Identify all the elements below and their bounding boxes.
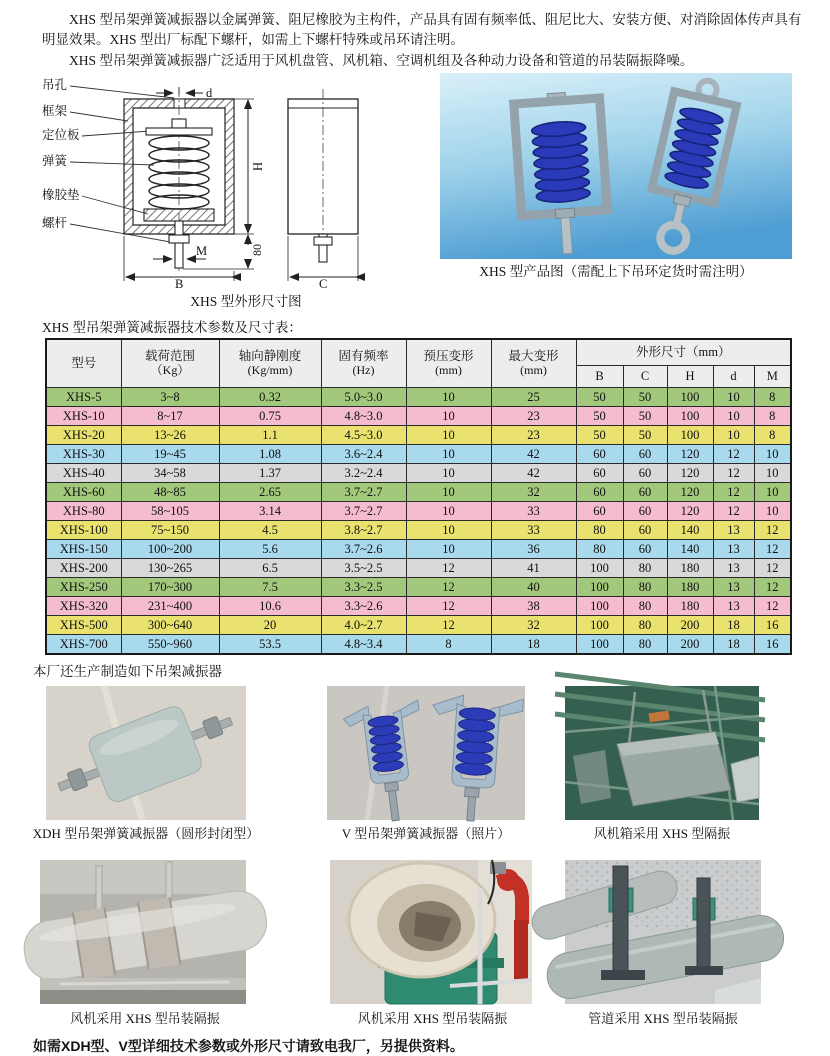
table-cell-precompression: 12	[406, 596, 491, 615]
table-cell-stiffness: 1.08	[219, 444, 321, 463]
table-cell-load: 130~265	[121, 558, 219, 577]
header-frequency	[321, 339, 406, 388]
header-dim-C: C	[623, 365, 667, 387]
diagram-label-positioning-plate: 定位板	[42, 127, 80, 142]
table-cell-C: 60	[623, 444, 667, 463]
product-photo-caption: XHS 型产品图（需配上下吊环定货时需注明）	[479, 263, 753, 279]
table-cell-max: 23	[491, 406, 576, 425]
header-frequency-label: 固有频率	[338, 349, 389, 364]
table-cell-precompression: 8	[406, 634, 491, 654]
table-cell-C: 60	[623, 463, 667, 482]
table-cell-C: 60	[623, 520, 667, 539]
table-cell-frequency: 5.0~3.0	[321, 387, 406, 406]
table-cell-load: 34~58	[121, 463, 219, 482]
table-cell-H: 100	[667, 406, 713, 425]
table-cell-C: 80	[623, 577, 667, 596]
table-row	[46, 406, 791, 425]
table-cell-precompression: 10	[406, 425, 491, 444]
pipes-image	[565, 860, 761, 1004]
table-cell-frequency: 3.6~2.4	[321, 444, 406, 463]
table-cell-d: 13	[713, 577, 754, 596]
table-cell-frequency: 3.8~2.7	[321, 520, 406, 539]
table-cell-M: 12	[754, 539, 791, 558]
table-cell-model: XHS-20	[46, 425, 121, 444]
table-cell-M: 10	[754, 444, 791, 463]
table-cell-C: 50	[623, 425, 667, 444]
table-row	[46, 615, 791, 634]
header-load-unit: （Kg）	[150, 362, 190, 377]
table-cell-precompression: 10	[406, 406, 491, 425]
header-load-label: 载荷范围	[144, 349, 195, 364]
dimension-figure-caption: XHS 型外形尺寸图	[190, 293, 302, 309]
table-cell-model: XHS-200	[46, 558, 121, 577]
table-cell-model: XHS-100	[46, 520, 121, 539]
table-cell-model: XHS-80	[46, 501, 121, 520]
header-dim-B: B	[576, 365, 623, 387]
table-cell-stiffness: 2.65	[219, 482, 321, 501]
photo-v-damper	[327, 686, 525, 820]
table-cell-M: 12	[754, 558, 791, 577]
table-cell-max: 41	[491, 558, 576, 577]
table-cell-d: 13	[713, 539, 754, 558]
table-cell-M: 10	[754, 463, 791, 482]
diagram-label-screw-rod: 螺杆	[42, 215, 68, 230]
table-cell-model: XHS-40	[46, 463, 121, 482]
gallery-caption-5: 风机采用 XHS 型吊装隔振	[357, 1010, 508, 1026]
diagram-label-rubber-pad: 橡胶垫	[42, 187, 80, 202]
gallery-caption-2: V 型吊架弹簧减振器（照片）	[341, 825, 511, 841]
xdh-damper-image	[46, 686, 246, 820]
table-cell-max: 33	[491, 501, 576, 520]
table-cell-B: 100	[576, 596, 623, 615]
dim-80: 80	[250, 243, 264, 256]
table-cell-H: 100	[667, 425, 713, 444]
table-cell-stiffness: 53.5	[219, 634, 321, 654]
table-cell-d: 12	[713, 444, 754, 463]
table-cell-H: 180	[667, 596, 713, 615]
table-cell-model: XHS-500	[46, 615, 121, 634]
table-cell-max: 32	[491, 482, 576, 501]
table-cell-frequency: 4.8~3.0	[321, 406, 406, 425]
table-cell-M: 8	[754, 406, 791, 425]
table-cell-load: 48~85	[121, 482, 219, 501]
table-cell-model: XHS-320	[46, 596, 121, 615]
table-cell-d: 12	[713, 463, 754, 482]
gallery-section	[0, 684, 830, 1032]
table-cell-M: 16	[754, 615, 791, 634]
header-precompression-label: 预压变形	[423, 349, 474, 364]
table-cell-precompression: 10	[406, 539, 491, 558]
table-cell-B: 60	[576, 501, 623, 520]
gallery-intro: 本厂还生产制造如下吊架减振器	[33, 663, 222, 679]
table-cell-max: 36	[491, 539, 576, 558]
table-cell-M: 16	[754, 634, 791, 654]
dim-H: H	[251, 161, 265, 171]
table-cell-precompression: 10	[406, 463, 491, 482]
table-cell-B: 100	[576, 558, 623, 577]
table-cell-load: 8~17	[121, 406, 219, 425]
table-cell-max: 33	[491, 520, 576, 539]
table-cell-d: 18	[713, 615, 754, 634]
header-precompression-unit: (mm)	[435, 362, 462, 377]
table-cell-stiffness: 3.14	[219, 501, 321, 520]
photo-xdh-damper	[46, 686, 246, 820]
table-cell-B: 60	[576, 444, 623, 463]
photo-fan-duct	[40, 860, 246, 1004]
table-row	[46, 501, 791, 520]
table-cell-precompression: 12	[406, 577, 491, 596]
table-cell-stiffness: 4.5	[219, 520, 321, 539]
table-cell-B: 80	[576, 539, 623, 558]
dim-d: d	[206, 85, 213, 100]
table-cell-B: 100	[576, 577, 623, 596]
intro-paragraph-2: XHS 型吊架弹簧减振器广泛适用于风机盘管、风机箱、空调机组及各种动力设备和管道的吊装隔振降噪。	[69, 52, 694, 68]
table-cell-stiffness: 0.75	[219, 406, 321, 425]
table-cell-C: 80	[623, 596, 667, 615]
table-cell-frequency: 3.3~2.5	[321, 577, 406, 596]
table-cell-model: XHS-150	[46, 539, 121, 558]
table-cell-B: 50	[576, 425, 623, 444]
table-cell-d: 13	[713, 520, 754, 539]
table-cell-stiffness: 20	[219, 615, 321, 634]
table-cell-precompression: 12	[406, 558, 491, 577]
fan-unit-image	[330, 860, 532, 1004]
table-row	[46, 558, 791, 577]
table-cell-H: 200	[667, 634, 713, 654]
diagram-label-hanging-hole: 吊孔	[42, 77, 68, 92]
table-row	[46, 425, 791, 444]
table-cell-C: 80	[623, 615, 667, 634]
table-cell-C: 50	[623, 387, 667, 406]
header-dim-M: M	[754, 365, 791, 387]
table-cell-precompression: 10	[406, 501, 491, 520]
figure-row	[0, 73, 830, 310]
table-cell-H: 120	[667, 501, 713, 520]
table-cell-frequency: 3.7~2.7	[321, 482, 406, 501]
table-cell-H: 120	[667, 482, 713, 501]
dimension-drawing	[38, 73, 384, 289]
table-cell-B: 60	[576, 463, 623, 482]
table-cell-M: 12	[754, 577, 791, 596]
table-row	[46, 634, 791, 654]
header-stiffness	[219, 339, 321, 388]
table-cell-B: 50	[576, 406, 623, 425]
table-row	[46, 463, 791, 482]
table-cell-max: 32	[491, 615, 576, 634]
table-cell-load: 170~300	[121, 577, 219, 596]
table-cell-H: 120	[667, 463, 713, 482]
table-cell-precompression: 10	[406, 444, 491, 463]
table-row	[46, 520, 791, 539]
table-cell-frequency: 4.5~3.0	[321, 425, 406, 444]
table-cell-stiffness: 1.37	[219, 463, 321, 482]
header-frequency-unit: (Hz)	[352, 362, 375, 377]
table-cell-load: 300~640	[121, 615, 219, 634]
table-cell-precompression: 10	[406, 387, 491, 406]
table-cell-model: XHS-60	[46, 482, 121, 501]
table-cell-load: 13~26	[121, 425, 219, 444]
product-photo	[440, 73, 792, 259]
photo-pipes	[565, 860, 761, 1004]
table-cell-C: 80	[623, 634, 667, 654]
table-cell-C: 80	[623, 558, 667, 577]
table-cell-C: 50	[623, 406, 667, 425]
gallery-caption-4: 风机采用 XHS 型吊装隔振	[70, 1010, 220, 1026]
table-cell-M: 8	[754, 425, 791, 444]
photo-fan-box	[565, 686, 759, 820]
table-cell-d: 10	[713, 387, 754, 406]
table-cell-model: XHS-250	[46, 577, 121, 596]
gallery-caption-1: XDH 型吊架弹簧减振器（圆形封闭型）	[32, 825, 260, 841]
table-cell-precompression: 10	[406, 482, 491, 501]
intro-paragraph-1: XHS 型吊架弹簧减振器以金属弹簧、阻尼橡胶为主构件，产品具有固有频率低、阻尼比大、安装方便、对消除固体传声具有明显效果。XHS 型出厂标配下螺杆，如需上下螺杆特殊或吊环请注明。	[42, 12, 802, 48]
table-cell-C: 60	[623, 482, 667, 501]
table-cell-stiffness: 7.5	[219, 577, 321, 596]
table-row	[46, 482, 791, 501]
table-cell-max: 38	[491, 596, 576, 615]
diagram-label-spring: 弹簧	[42, 153, 68, 168]
table-body	[46, 387, 791, 654]
photo-fan-unit	[330, 860, 532, 1004]
table-cell-frequency: 4.0~2.7	[321, 615, 406, 634]
footer-note: 如需XDH型、V型详细技术参数或外形尺寸请致电我厂，另提供资料。	[33, 1037, 464, 1054]
table-cell-H: 180	[667, 577, 713, 596]
table-cell-H: 180	[667, 558, 713, 577]
table-cell-frequency: 3.7~2.6	[321, 539, 406, 558]
header-load	[121, 339, 219, 388]
table-cell-B: 80	[576, 520, 623, 539]
table-cell-stiffness: 5.6	[219, 539, 321, 558]
table-cell-H: 200	[667, 615, 713, 634]
fan-duct-image	[40, 860, 246, 1004]
table-cell-stiffness: 10.6	[219, 596, 321, 615]
table-cell-d: 12	[713, 501, 754, 520]
dim-C: C	[319, 276, 328, 291]
table-cell-frequency: 3.5~2.5	[321, 558, 406, 577]
table-cell-H: 100	[667, 387, 713, 406]
table-cell-load: 550~960	[121, 634, 219, 654]
dim-B: B	[175, 276, 184, 291]
table-cell-M: 10	[754, 482, 791, 501]
table-cell-stiffness: 6.5	[219, 558, 321, 577]
table-cell-model: XHS-10	[46, 406, 121, 425]
table-cell-M: 12	[754, 596, 791, 615]
header-precompression	[406, 339, 491, 388]
table-title: XHS 型吊架弹簧减振器技术参数及尺寸表：	[42, 319, 302, 335]
table-cell-M: 10	[754, 501, 791, 520]
table-row	[46, 387, 791, 406]
table-cell-max: 18	[491, 634, 576, 654]
table-cell-d: 10	[713, 406, 754, 425]
table-cell-max: 25	[491, 387, 576, 406]
header-stiffness-unit: (Kg/mm)	[247, 362, 293, 377]
product-photo-figure	[440, 73, 792, 280]
table-cell-H: 140	[667, 520, 713, 539]
table-cell-d: 12	[713, 482, 754, 501]
header-dim-d: d	[713, 365, 754, 387]
table-cell-stiffness: 1.1	[219, 425, 321, 444]
table-cell-C: 60	[623, 539, 667, 558]
table-cell-d: 13	[713, 596, 754, 615]
parameters-table	[45, 338, 792, 655]
table-cell-d: 10	[713, 425, 754, 444]
table-cell-max: 23	[491, 425, 576, 444]
table-cell-max: 40	[491, 577, 576, 596]
table-cell-d: 13	[713, 558, 754, 577]
table-cell-max: 42	[491, 444, 576, 463]
table-cell-B: 100	[576, 615, 623, 634]
diagram-label-frame: 框架	[42, 103, 68, 118]
table-cell-load: 100~200	[121, 539, 219, 558]
header-max-deformation-unit: (mm)	[520, 362, 547, 377]
table-row	[46, 444, 791, 463]
v-damper-image	[327, 686, 525, 820]
fan-box-image	[565, 686, 759, 820]
table-cell-B: 100	[576, 634, 623, 654]
table-cell-load: 75~150	[121, 520, 219, 539]
header-model: 型号	[46, 339, 121, 388]
header-dim-H: H	[667, 365, 713, 387]
table-cell-M: 8	[754, 387, 791, 406]
header-dimensions: 外形尺寸（mm）	[576, 339, 791, 366]
dimension-figure	[38, 73, 384, 310]
table-cell-d: 18	[713, 634, 754, 654]
table-cell-M: 12	[754, 520, 791, 539]
table-cell-B: 50	[576, 387, 623, 406]
header-max-deformation-label: 最大变形	[508, 349, 559, 364]
table-cell-model: XHS-700	[46, 634, 121, 654]
header-stiffness-label: 轴向静刚度	[238, 349, 302, 364]
dim-M: M	[196, 243, 208, 258]
table-cell-frequency: 3.7~2.7	[321, 501, 406, 520]
table-cell-precompression: 10	[406, 520, 491, 539]
header-max-deformation	[491, 339, 576, 388]
table-cell-stiffness: 0.32	[219, 387, 321, 406]
table-cell-C: 60	[623, 501, 667, 520]
intro-section	[0, 0, 830, 71]
table-cell-load: 19~45	[121, 444, 219, 463]
table-cell-load: 3~8	[121, 387, 219, 406]
table-cell-H: 120	[667, 444, 713, 463]
table-cell-B: 60	[576, 482, 623, 501]
table-cell-model: XHS-5	[46, 387, 121, 406]
table-row	[46, 539, 791, 558]
gallery-caption-3: 风机箱采用 XHS 型隔振	[593, 825, 731, 841]
gallery-caption-6: 管道采用 XHS 型吊装隔振	[588, 1010, 738, 1026]
table-cell-max: 42	[491, 463, 576, 482]
table-cell-precompression: 12	[406, 615, 491, 634]
table-cell-frequency: 3.3~2.6	[321, 596, 406, 615]
table-cell-load: 58~105	[121, 501, 219, 520]
table-row	[46, 577, 791, 596]
table-cell-load: 231~400	[121, 596, 219, 615]
table-cell-frequency: 3.2~2.4	[321, 463, 406, 482]
table-row	[46, 596, 791, 615]
table-cell-model: XHS-30	[46, 444, 121, 463]
table-cell-H: 140	[667, 539, 713, 558]
table-cell-frequency: 4.8~3.4	[321, 634, 406, 654]
